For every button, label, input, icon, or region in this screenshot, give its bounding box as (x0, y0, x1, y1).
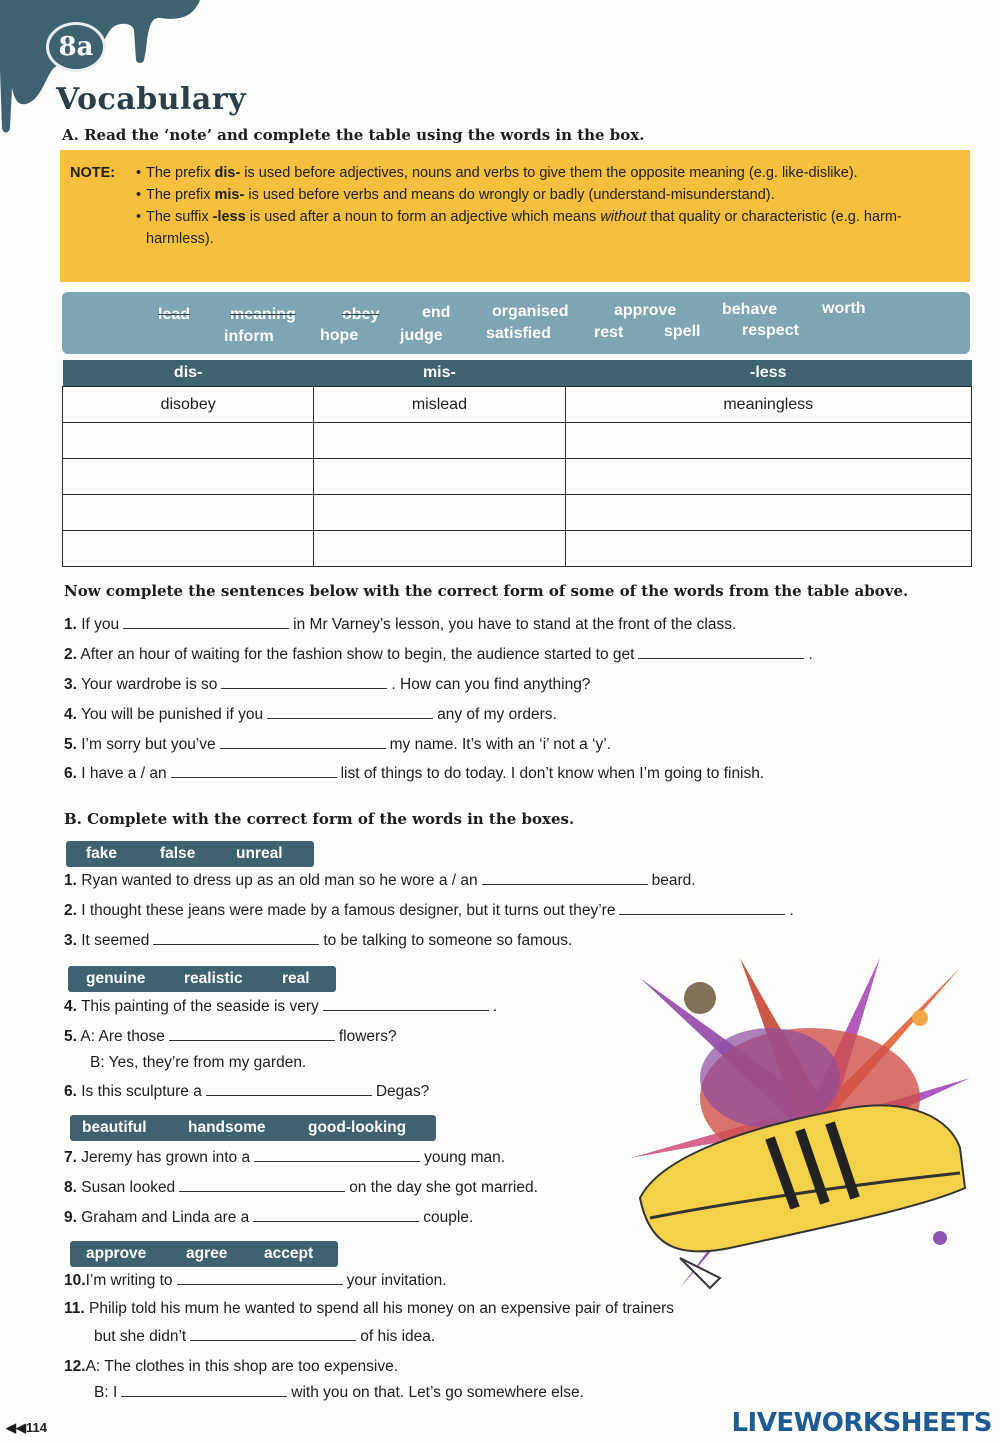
word-chip: handsome (188, 1119, 266, 1136)
answer-blank[interactable] (323, 1009, 489, 1011)
exercise-sentence: 5. A: Are those flowers? (64, 1028, 397, 1045)
answer-blank[interactable] (221, 687, 387, 689)
page-number: ◀◀114 (6, 1420, 47, 1435)
exercise-sentence: 1. Ryan wanted to dress up as an old man so he wore a / an beard. (64, 872, 696, 889)
answer-cell[interactable] (565, 531, 971, 567)
word-chip: rest (594, 324, 624, 341)
word-chip: beautiful (82, 1119, 147, 1136)
word-chip: accept (264, 1245, 314, 1262)
table-cell: meaningless (565, 387, 971, 423)
answer-blank[interactable] (206, 1094, 372, 1096)
exercise-sentence: B: Yes, they’re from my garden. (90, 1054, 307, 1071)
answer-cell[interactable] (63, 495, 314, 531)
word-group-box (68, 966, 336, 992)
answer-blank[interactable] (169, 1039, 335, 1041)
answer-blank[interactable] (121, 1395, 287, 1397)
word-group-box (66, 841, 314, 867)
exercise-sentence: 6. I have a / an list of things to do today. I don’t know when I’m going to finish. (64, 765, 765, 782)
header-paint-drip (0, 0, 210, 140)
exercise-sentence: 5. I’m sorry but you’ve my name. It’s with an ‘i’ not a ‘y’. (64, 736, 612, 753)
answer-cell[interactable] (314, 423, 565, 459)
note-label: NOTE: (70, 165, 116, 181)
exercise-sentence: 6. Is this sculpture a Degas? (64, 1083, 430, 1100)
word-chip: approve (86, 1245, 147, 1262)
answer-blank[interactable] (482, 883, 648, 885)
table-row (63, 423, 972, 459)
word-chip: lead (158, 306, 191, 323)
note-item-less: • The suffix -less is used after a noun to form an adjective which means without that quality or characteristic (e.g. harm-harmless). (136, 206, 954, 250)
exercise-sentence: 3. Your wardrobe is so . How can you find anything? (64, 676, 591, 693)
word-box (62, 292, 970, 354)
exercise-sentence: B: I with you on that. Let’s go somewhere else. (94, 1384, 584, 1401)
table-cell: mislead (314, 387, 565, 423)
sentences-instruction: Now complete the sentences below with the correct form of some of the words from the table above. (64, 582, 909, 600)
answer-cell[interactable] (63, 531, 314, 567)
column-header-less: -less (565, 360, 971, 387)
exercise-sentence: 7. Jeremy has grown into a young man. (64, 1149, 506, 1166)
answer-blank[interactable] (123, 627, 289, 629)
page-title: Vocabulary (56, 82, 247, 117)
exercise-sentence: 12.A: The clothes in this shop are too expensive. (64, 1358, 399, 1375)
word-chip: spell (664, 323, 701, 340)
word-chip: satisfied (486, 325, 551, 342)
answer-blank[interactable] (220, 747, 386, 749)
word-chip: behave (722, 301, 778, 318)
exercise-sentence: 4. You will be punished if you any of my orders. (64, 706, 557, 723)
word-chip: end (422, 304, 451, 321)
table-row (63, 495, 972, 531)
answer-cell[interactable] (565, 495, 971, 531)
word-chip: meaning (230, 306, 296, 323)
answer-blank[interactable] (190, 1339, 356, 1341)
answer-blank[interactable] (171, 776, 337, 778)
answer-blank[interactable] (153, 943, 319, 945)
word-chip: organised (492, 303, 569, 320)
exercise-sentence: 2. After an hour of waiting for the fashion show to begin, the audience started to get . (64, 646, 813, 663)
answer-blank[interactable] (638, 657, 804, 659)
grammar-note-box (60, 150, 970, 282)
table-row (63, 387, 972, 423)
word-chip: unreal (236, 845, 283, 862)
answer-blank[interactable] (253, 1220, 419, 1222)
word-group-box (70, 1115, 436, 1141)
answer-cell[interactable] (63, 423, 314, 459)
table-row (63, 531, 972, 567)
word-chip: agree (186, 1245, 228, 1262)
answer-cell[interactable] (314, 531, 565, 567)
answer-blank[interactable] (177, 1283, 343, 1285)
word-chip: real (282, 970, 310, 987)
table-row (63, 459, 972, 495)
word-chip: realistic (184, 970, 243, 987)
section-a-instruction: A. Read the ‘note’ and complete the table using the words in the box. (62, 126, 645, 144)
answer-cell[interactable] (565, 459, 971, 495)
table-cell: disobey (63, 387, 314, 423)
answer-cell[interactable] (314, 459, 565, 495)
answer-blank[interactable] (179, 1190, 345, 1192)
exercise-sentence: but she didn’t of his idea. (94, 1328, 436, 1345)
exercise-sentence: 2. I thought these jeans were made by a famous designer, but it turns out they’re . (64, 902, 794, 919)
column-header-dis: dis- (63, 360, 314, 387)
word-chip: false (160, 845, 196, 862)
prefix-suffix-table (62, 360, 972, 567)
answer-blank[interactable] (267, 717, 433, 719)
answer-blank[interactable] (254, 1160, 420, 1162)
answer-cell[interactable] (314, 495, 565, 531)
trainer-splash-illustration (620, 958, 980, 1298)
word-group-box (70, 1241, 338, 1267)
exercise-sentence: 1. If you in Mr Varney’s lesson, you have to stand at the front of the class. (64, 616, 737, 633)
word-chip: obey (342, 306, 380, 323)
word-chip: fake (86, 845, 118, 862)
liveworksheets-logo: LIVEWORKSHEETS (731, 1408, 992, 1438)
answer-cell[interactable] (565, 423, 971, 459)
word-chip: worth (822, 300, 866, 317)
exercise-sentence: 8. Susan looked on the day she got married. (64, 1179, 538, 1196)
unit-badge: 8a (46, 22, 106, 72)
word-chip: judge (400, 327, 443, 344)
section-b-instruction: B. Complete with the correct form of the words in the boxes. (64, 810, 575, 828)
word-chip: approve (614, 302, 677, 319)
word-chip: hope (320, 327, 359, 344)
exercise-sentence: 3. It seemed to be talking to someone so famous. (64, 932, 573, 949)
exercise-sentence: 9. Graham and Linda are a couple. (64, 1209, 474, 1226)
answer-cell[interactable] (63, 459, 314, 495)
column-header-mis: mis- (314, 360, 565, 387)
exercise-sentence: 11. Philip told his mum he wanted to spend all his money on an expensive pair of trainers (64, 1300, 675, 1317)
answer-blank[interactable] (619, 913, 785, 915)
note-item-mis: • The prefix mis- is used before verbs and means do wrongly or badly (understand-misunderstand). (136, 184, 954, 206)
exercise-sentence: 10.I’m writing to your invitation. (64, 1272, 447, 1289)
word-chip: inform (224, 328, 274, 345)
word-chip: respect (742, 322, 799, 339)
exercise-sentence: 4. This painting of the seaside is very . (64, 998, 498, 1015)
word-chip: good-looking (308, 1119, 407, 1136)
note-item-dis: • The prefix dis- is used before adjectives, nouns and verbs to give them the opposite meaning (e.g. like-dislike). (136, 162, 954, 184)
word-chip: genuine (86, 970, 146, 987)
